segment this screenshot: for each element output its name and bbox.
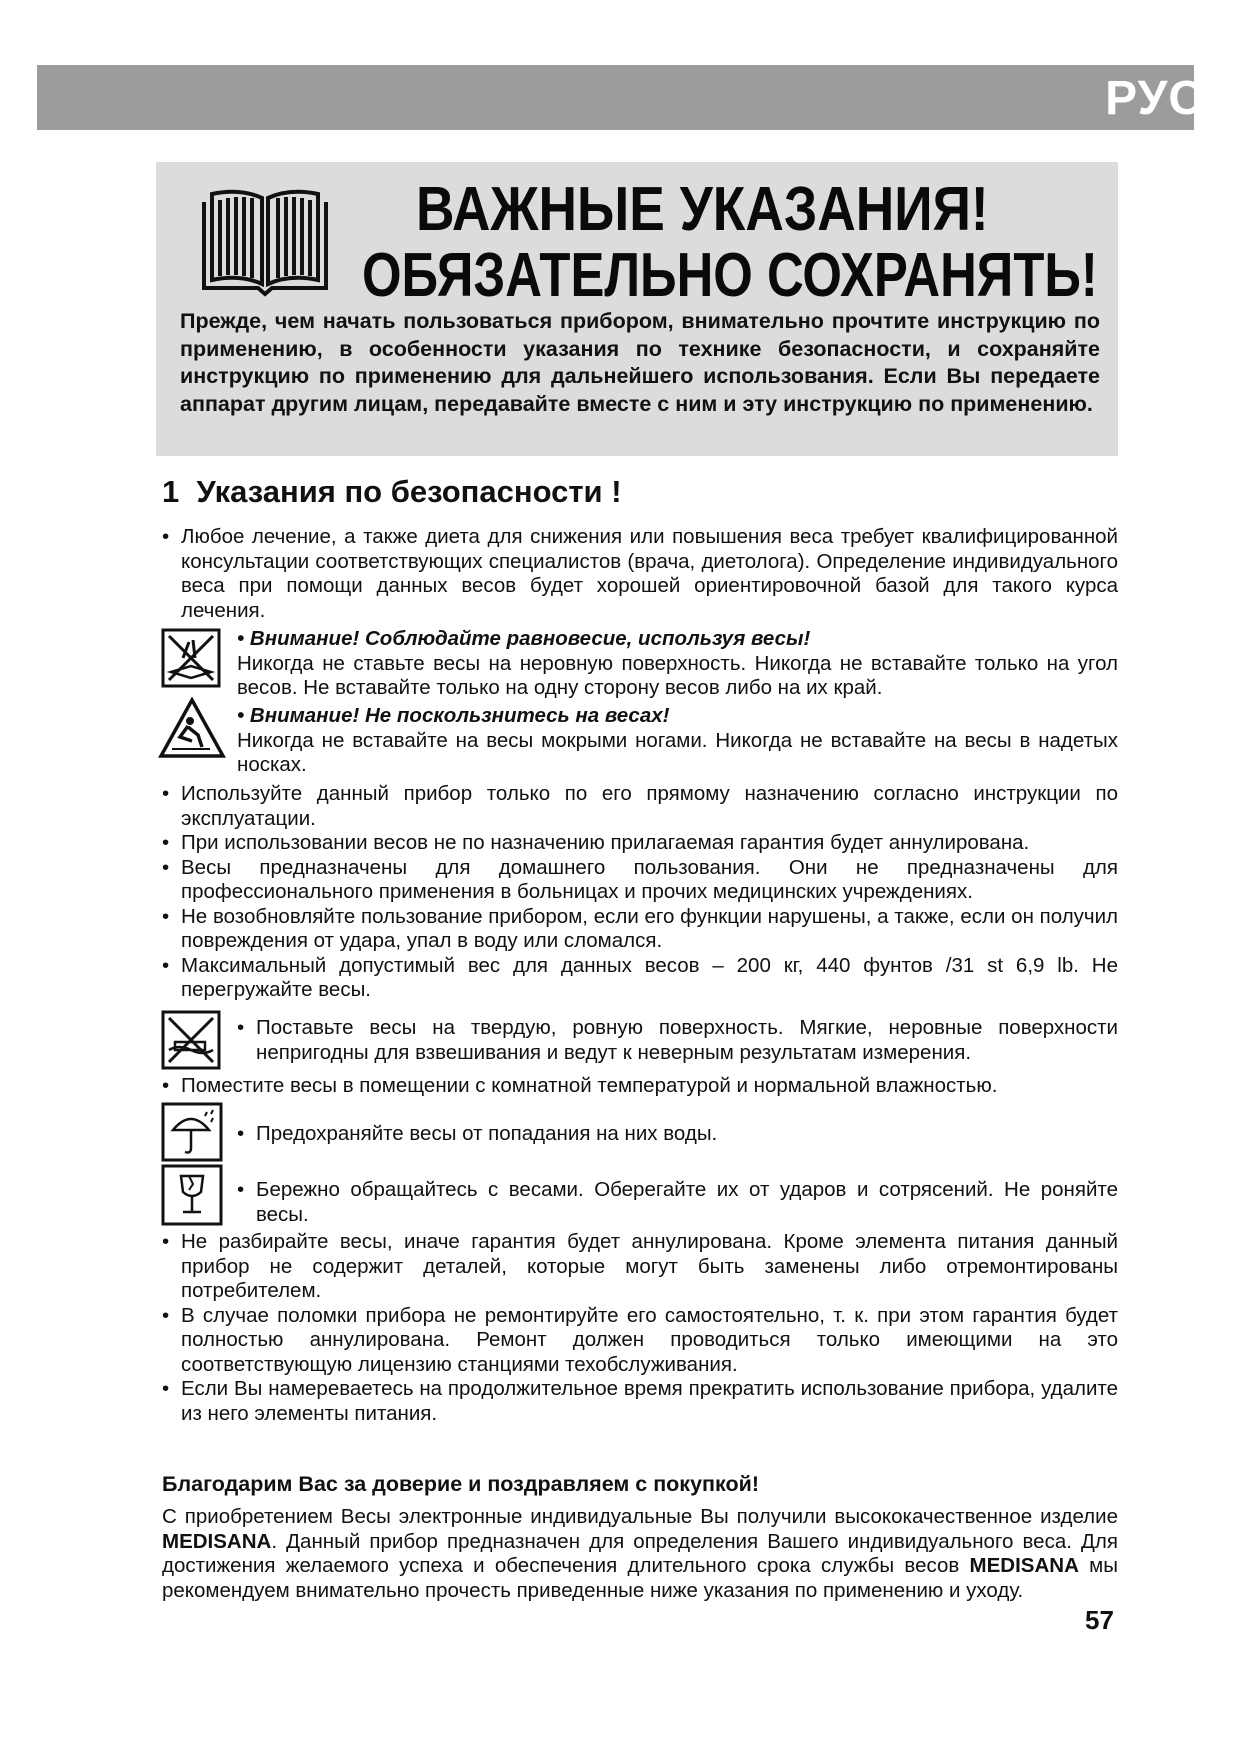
fragile-glass-icon <box>161 1164 223 1226</box>
important-title-line1: ВАЖНЫЕ УКАЗАНИЯ! <box>416 175 989 244</box>
thanks-text: С приобретением Весы электронные индивидуальные Вы получили высококачественное изделие MEDISANA. Данный прибор предназначен для определения Вашего индивидуального веса. Для достижения желаемого успеха и обеспечения длительного срока службы весов MEDISANA мы рекомендуем внимательно прочесть приведенные ниже указания по применению и уходу. <box>162 1505 1119 1602</box>
list-item: • Не разбирайте весы, иначе гарантия будет аннулирована. Кроме элемента питания данный прибор не содержит деталей, которые могут быть заменены либо отремонтированы потребителем. • В случае поломки прибора не ремонтируйте его самостоятельно, т. к. при этом гарантия будет полностью аннулирована. Ремонт должен проводиться только имеющими на это соответствующую лицензию станциями техобслуживания. • Если Вы намереваетесь на продолжительное время прекратить использование прибора, удалите из него элементы питания. <box>162 1230 1118 1425</box>
warning-balance: • Внимание! Соблюдайте равновесие, используя весы! Никогда не ставьте весы на неровную поверхность. Никогда не вставайте только на угол весов. Не вставайте только на одну сторону весов либо на их край. <box>237 627 1118 699</box>
warning-slip: • Внимание! Не поскользнитесь на весах! Никогда не вставайте на весы мокрыми ногами. Никогда не вставайте на весы в надетых носках. <box>237 704 1118 776</box>
language-label: РУС <box>1105 72 1204 125</box>
thanks-title: Благодарим Вас за доверие и поздравляем с покупкой! <box>162 1472 760 1496</box>
brand-name: MEDISANA <box>969 1554 1079 1577</box>
list-item: • Поместите весы в помещении с комнатной температурой и нормальной влажностью. <box>162 1074 998 1097</box>
list-item: • Предохраняйте весы от попадания на них воды. <box>237 1122 718 1145</box>
section-number: 1 <box>162 474 180 509</box>
brand-name: MEDISANA <box>162 1529 272 1553</box>
book-icon <box>200 180 330 300</box>
important-text: Прежде, чем начать пользоваться прибором, внимательно прочтите инструкцию по применению, в особенности указания по технике безопасности, и сохраняйте инструкцию по применению для дальнейшего использования. Если Вы передаете аппарат другим лицам, передавайте вместе с ним и эту инструкцию по применению. <box>180 309 1100 416</box>
slip-warning-icon <box>158 697 226 759</box>
no-uneven-surface-icon <box>161 628 221 688</box>
page-number: 57 <box>1085 1605 1114 1635</box>
header-bar <box>37 65 1204 130</box>
list-item: • Любое лечение, а также диета для снижения или повышения веса требует квалифицированной консультации соответствующих специалистов (врача, диетолога). Определение индивидуального веса при помощи данных весов будет хорошей ориентировочной базой для такого курса лечения. <box>162 525 1118 622</box>
no-soft-surface-icon <box>161 1010 221 1070</box>
section-title <box>162 474 622 510</box>
list-item: • Поставьте весы на твердую, ровную поверхность. Мягкие, неровные поверхности непригодны для взвешивания и ведут к неверным результатам измерения. <box>237 1016 1118 1064</box>
important-notice-box <box>156 162 1118 456</box>
section-title-text: Указания по безопасности ! <box>196 474 622 509</box>
list-item: • Бережно обращайтесь с весами. Оберегайте их от ударов и сотрясений. Не роняйте весы. <box>237 1178 1118 1226</box>
important-title-line2: ОБЯЗАТЕЛЬНО СОХРАНЯТЬ! <box>362 241 1098 310</box>
list-item: • Используйте данный прибор только по его прямому назначению согласно инструкции по эксплуатации. • При использовании весов не по назначению прилагаемая гарантия будет аннулирована. • Весы предназначены для домашнего пользования. Они не предназначены для профессионального применения в больницах и прочих медицинских учреждениях. • Не возобновляйте пользование прибором, если его функции нарушены, а также, если он получил повреждения от удара, упал в воду или сломался. • Максимальный допустимый вес для данных весов – 200 кг, 440 фунтов /31 st 6,9 lb. Не перегружайте весы. <box>162 782 1118 1001</box>
umbrella-icon <box>161 1102 223 1162</box>
